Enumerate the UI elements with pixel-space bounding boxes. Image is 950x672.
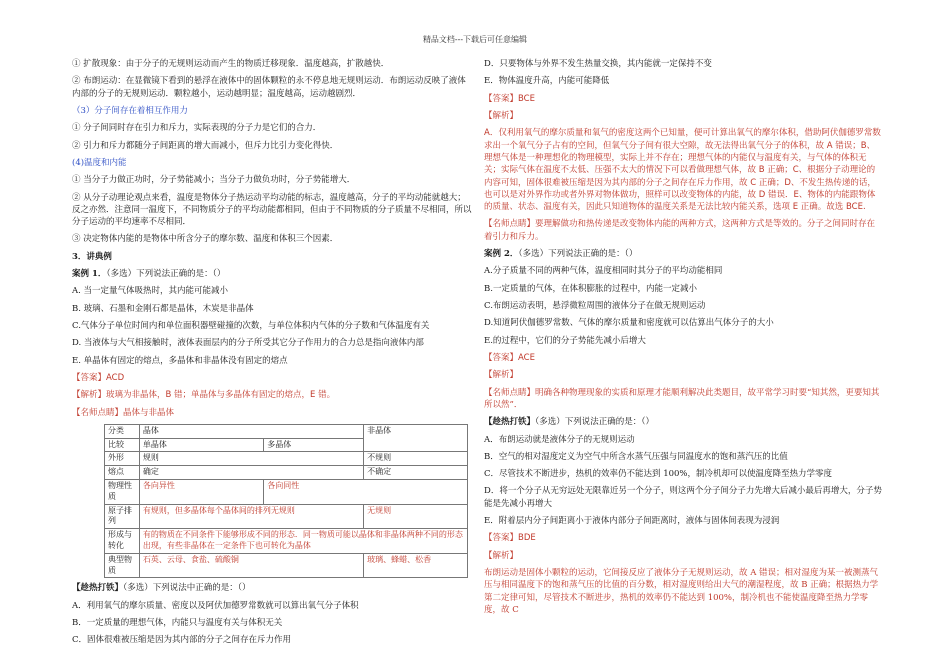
- drill2-label: 【趁热打铁】: [484, 417, 536, 428]
- case1-label: 案例 1．: [72, 269, 107, 280]
- case2-option-d: D.知道阿伏伽德罗常数、气体的摩尔质量和密度就可以估算出气体分子的大小: [484, 318, 774, 329]
- case2-option-c: C.布朗运动表明，悬浮微粒周围的液体分子在做无规则运动: [484, 301, 706, 311]
- case1-answer: 【答案】ACD: [72, 372, 125, 383]
- energy-paragraph-3: ③ 决定物体内能的是物体中所含分子的摩尔数、温度和体积三个因素．: [72, 234, 339, 245]
- drill2-option-d: D．将一个分子从无穷远处无限靠近另一个分子，则这两个分子间分子力先增大后减小最后再增大，分子势能是先减小再增大: [484, 486, 882, 509]
- energy-paragraph-1: ① 当分子力做正功时，分子势能减小；当分子力做负功时，分子势能增大．: [72, 175, 356, 186]
- table-cell: 不规则: [364, 452, 468, 466]
- table-cell: 熔点: [105, 466, 140, 480]
- case2-explanation-heading: 【解析】: [484, 370, 519, 381]
- table-cell: 各向异性: [139, 480, 263, 505]
- left-column: [72, 58, 474, 652]
- table-cell: 各向同性: [264, 480, 468, 505]
- case1-option-d: D. 当液体与大气相接触时，液体表面层内的分子所受其它分子作用力的合力总是指向液体内部: [72, 338, 424, 349]
- table-cell: 原子排列: [105, 504, 140, 529]
- table-cell: 比较: [105, 438, 140, 452]
- case2-answer: 【答案】ACE: [484, 352, 535, 363]
- drill1-question: （多选）下列说法中正确的是：（）: [123, 583, 251, 594]
- case1-question: （多选）下列说法正确的是：（）: [106, 269, 226, 280]
- case2-question: （多选）下列说法正确的是：（）: [518, 249, 638, 260]
- case1-option-e: E. 单晶体有固定的熔点，多晶体和非晶体没有固定的熔点: [72, 355, 288, 366]
- case1-option-b: B. 玻璃、石墨和金刚石都是晶体，木炭是非晶体: [72, 303, 254, 314]
- table-cell: 典型物质: [105, 553, 140, 578]
- drill1-option-a: A．利用氧气的摩尔质量、密度以及阿伏加德罗常数就可以算出氧气分子体积: [72, 600, 359, 611]
- table-cell: 单晶体: [139, 438, 263, 452]
- case1-option-c: C.气体分子单位时间内和单位面积器壁碰撞的次数，与单位体积内气体的分子数和气体温度有关: [72, 321, 430, 331]
- table-cell: 石英、云母、食盐、硫酸铜: [139, 553, 363, 578]
- case1-explanation: 【解析】玻璃为非晶体，B 错；单晶体与多晶体有固定的熔点，E 错。: [72, 390, 336, 401]
- drill2-option-c: C．尽管技术不断进步，热机的效率仍不能达到 100%，制冷机却可以使温度降至热力学零度: [484, 469, 833, 480]
- table-cell: 不确定: [364, 466, 468, 480]
- drill2-question: （多选）下列说法正确的是：（）: [535, 417, 655, 428]
- table-cell: 玻璃、蜂蜡、松香: [364, 553, 468, 578]
- crystal-comparison-table: [104, 424, 468, 579]
- case2-option-b: B.一定质量的气体，在体积膨胀的过程中，内能一定减小: [484, 283, 697, 294]
- example-heading: 3．讲典例: [72, 251, 112, 262]
- table-cell: 晶体: [139, 424, 363, 438]
- table-cell: 物理性质: [105, 480, 140, 505]
- table-cell: 外形: [105, 452, 140, 466]
- drill1-explanation-heading: 【解析】: [484, 110, 519, 121]
- table-cell: 分类: [105, 424, 140, 438]
- table-cell: 有的物质在不同条件下能够形成不同的形态．同一物质可能以晶体和非晶体两种不同的形态出现，有些非晶体在一定条件下也可转化为晶体: [139, 529, 467, 554]
- drill2-answer: 【答案】BDE: [484, 533, 536, 544]
- energy-paragraph-2: ② 从分子动理论观点来看，温度是物体分子热运动平均动能的标志，温度越高，分子的平均动能就越大；反之亦然．注意同一温度下，不同物质分子的平均动能都相同，但由于不同物质的分子质量不尽相同，所以分子运动的平均速率不尽相同．: [72, 192, 472, 228]
- diffusion-paragraph: ① 扩散现象：由于分子的无规则运动而产生的物质迁移现象．温度越高，扩散越快．: [72, 59, 390, 69]
- tip2-heading: 【名师点睛】: [484, 387, 536, 398]
- section-3-heading: （3）分子间存在着相互作用力: [72, 105, 188, 116]
- tip-body: 要理解做功和热传递是改变物体内能的两种方式，这两种方式是等效的。分子之间同时存在着引力和斥力。: [484, 219, 876, 242]
- case1-option-a: A. 当一定量气体吸热时，其内能可能减小: [72, 286, 229, 297]
- brownian-paragraph: ② 布朗运动：在显微镜下看到的悬浮在液体中的固体颗粒的永不停息地无规则运动．布朗运动反映了液体内部的分子的无规则运动．颗粒越小，运动越明显；温度越高，运动越剧烈．: [72, 76, 466, 99]
- drill2-option-a: A．布朗运动就是液体分子的无规则运动: [484, 434, 635, 445]
- drill2-explanation-heading: 【解析】: [484, 550, 519, 561]
- case2-option-a: A.分子质量不同的两种气体，温度相同时其分子的平均动能相同: [484, 266, 723, 277]
- table-cell: 无规则: [364, 504, 468, 529]
- case1-tip: 【名师点睛】晶体与非晶体: [72, 407, 175, 418]
- drill2-explanation: 布朗运动是固体小颗粒的运动，它间接反应了液体分子无规则运动，故 A 错误；相对湿度为某一被测蒸气压与相同温度下的饱和蒸气压的比值的百分数，相对湿度则给出大气的潮湿程度，故 B 正确；根据热力学第二定律可知，尽管技术不断进步，热机的效率仍不能达到 100%，制冷机也不能使温度降至热力学零度，故 C: [484, 568, 879, 615]
- table-cell: 确定: [139, 466, 363, 480]
- right-column: [484, 58, 882, 621]
- case2-option-e: E.的过程中，它们的分子势能先减小后增大: [484, 335, 646, 346]
- drill1-option-b: B．一定质量的理想气体，内能只与温度有关与体积无关: [72, 618, 283, 629]
- tip2-body: 明确各种物理现象的实质和原理才能顺利解决此类题目，故平常学习时要“知其然，更要知其所以然”．: [484, 387, 880, 410]
- case2-label: 案例 2．: [484, 249, 519, 260]
- drill2-option-b: B．空气的相对湿度定义为空气中所含水蒸气压强与同温度水的饱和蒸汽压的比值: [484, 451, 788, 462]
- table-cell: 形成与转化: [105, 529, 140, 554]
- table-cell: 非晶体: [364, 424, 468, 452]
- section-4-heading: (4)温度和内能: [72, 157, 127, 168]
- force-paragraph-1: ① 分子间同时存在引力和斥力，实际表现的分子力是它们的合力．: [72, 123, 322, 134]
- tip-heading: 【名师点睛】: [484, 219, 536, 230]
- drill1-option-e: E．物体温度升高，内能可能降低: [484, 76, 610, 87]
- table-cell: 规则: [139, 452, 363, 466]
- table-cell: 有规则，但多晶体每个晶体间的排列无规则: [139, 504, 363, 529]
- drill1-explanation: A．仅利用氧气的摩尔质量和氧气的密度这两个已知量，便可计算出氧气的摩尔体积，借助阿伏伽德罗常数求出一个氧气分子占有的空间，但氧气分子间有很大空隙，故无法得出氧气分子的体积，故 A 错误；B、理想气体是一种理想化的物理模型，实际上并不存在；理想气体的内能仅与温度有关，与气体的体积无关；实际气体在温度不太低、压强不太大的情况下可以看做理想气体，故 B 正确；C、根据分子动理论的内容可知，固体很难被压缩是因为其内部的分子之间存在斥力作用，故 C 正确；D、不发生热传递的话，也可以是对外界作功或者外界对物体做功，照样可以改变物体的内能，故 D 错误．E、物体的内能跟物体的质量、状态、温度有关，因此只知道物体的温度关系是无法比较内能关系，选项 E 正确。故选 BCE.: [484, 128, 881, 213]
- drill1-option-c: C．固体很难被压缩是因为其内部的分子之间存在斥力作用: [72, 635, 292, 646]
- table-cell: 多晶体: [264, 438, 364, 452]
- page-header: 精品文档---下载后可任意编辑: [422, 35, 528, 44]
- drill1-label: 【趁热打铁】: [72, 583, 124, 594]
- drill1-answer: 【答案】BCE: [484, 93, 535, 104]
- force-paragraph-2: ② 引力和斥力都随分子间距离的增大而减小，但斥力比引力变化得快．: [72, 140, 339, 151]
- drill1-option-d: D．只要物体与外界不发生热量交换，其内能就一定保持不变: [484, 59, 712, 69]
- drill2-option-e: E．附着层内分子间距离小于液体内部分子间距离时，液体与固体间表现为浸润: [484, 516, 780, 527]
